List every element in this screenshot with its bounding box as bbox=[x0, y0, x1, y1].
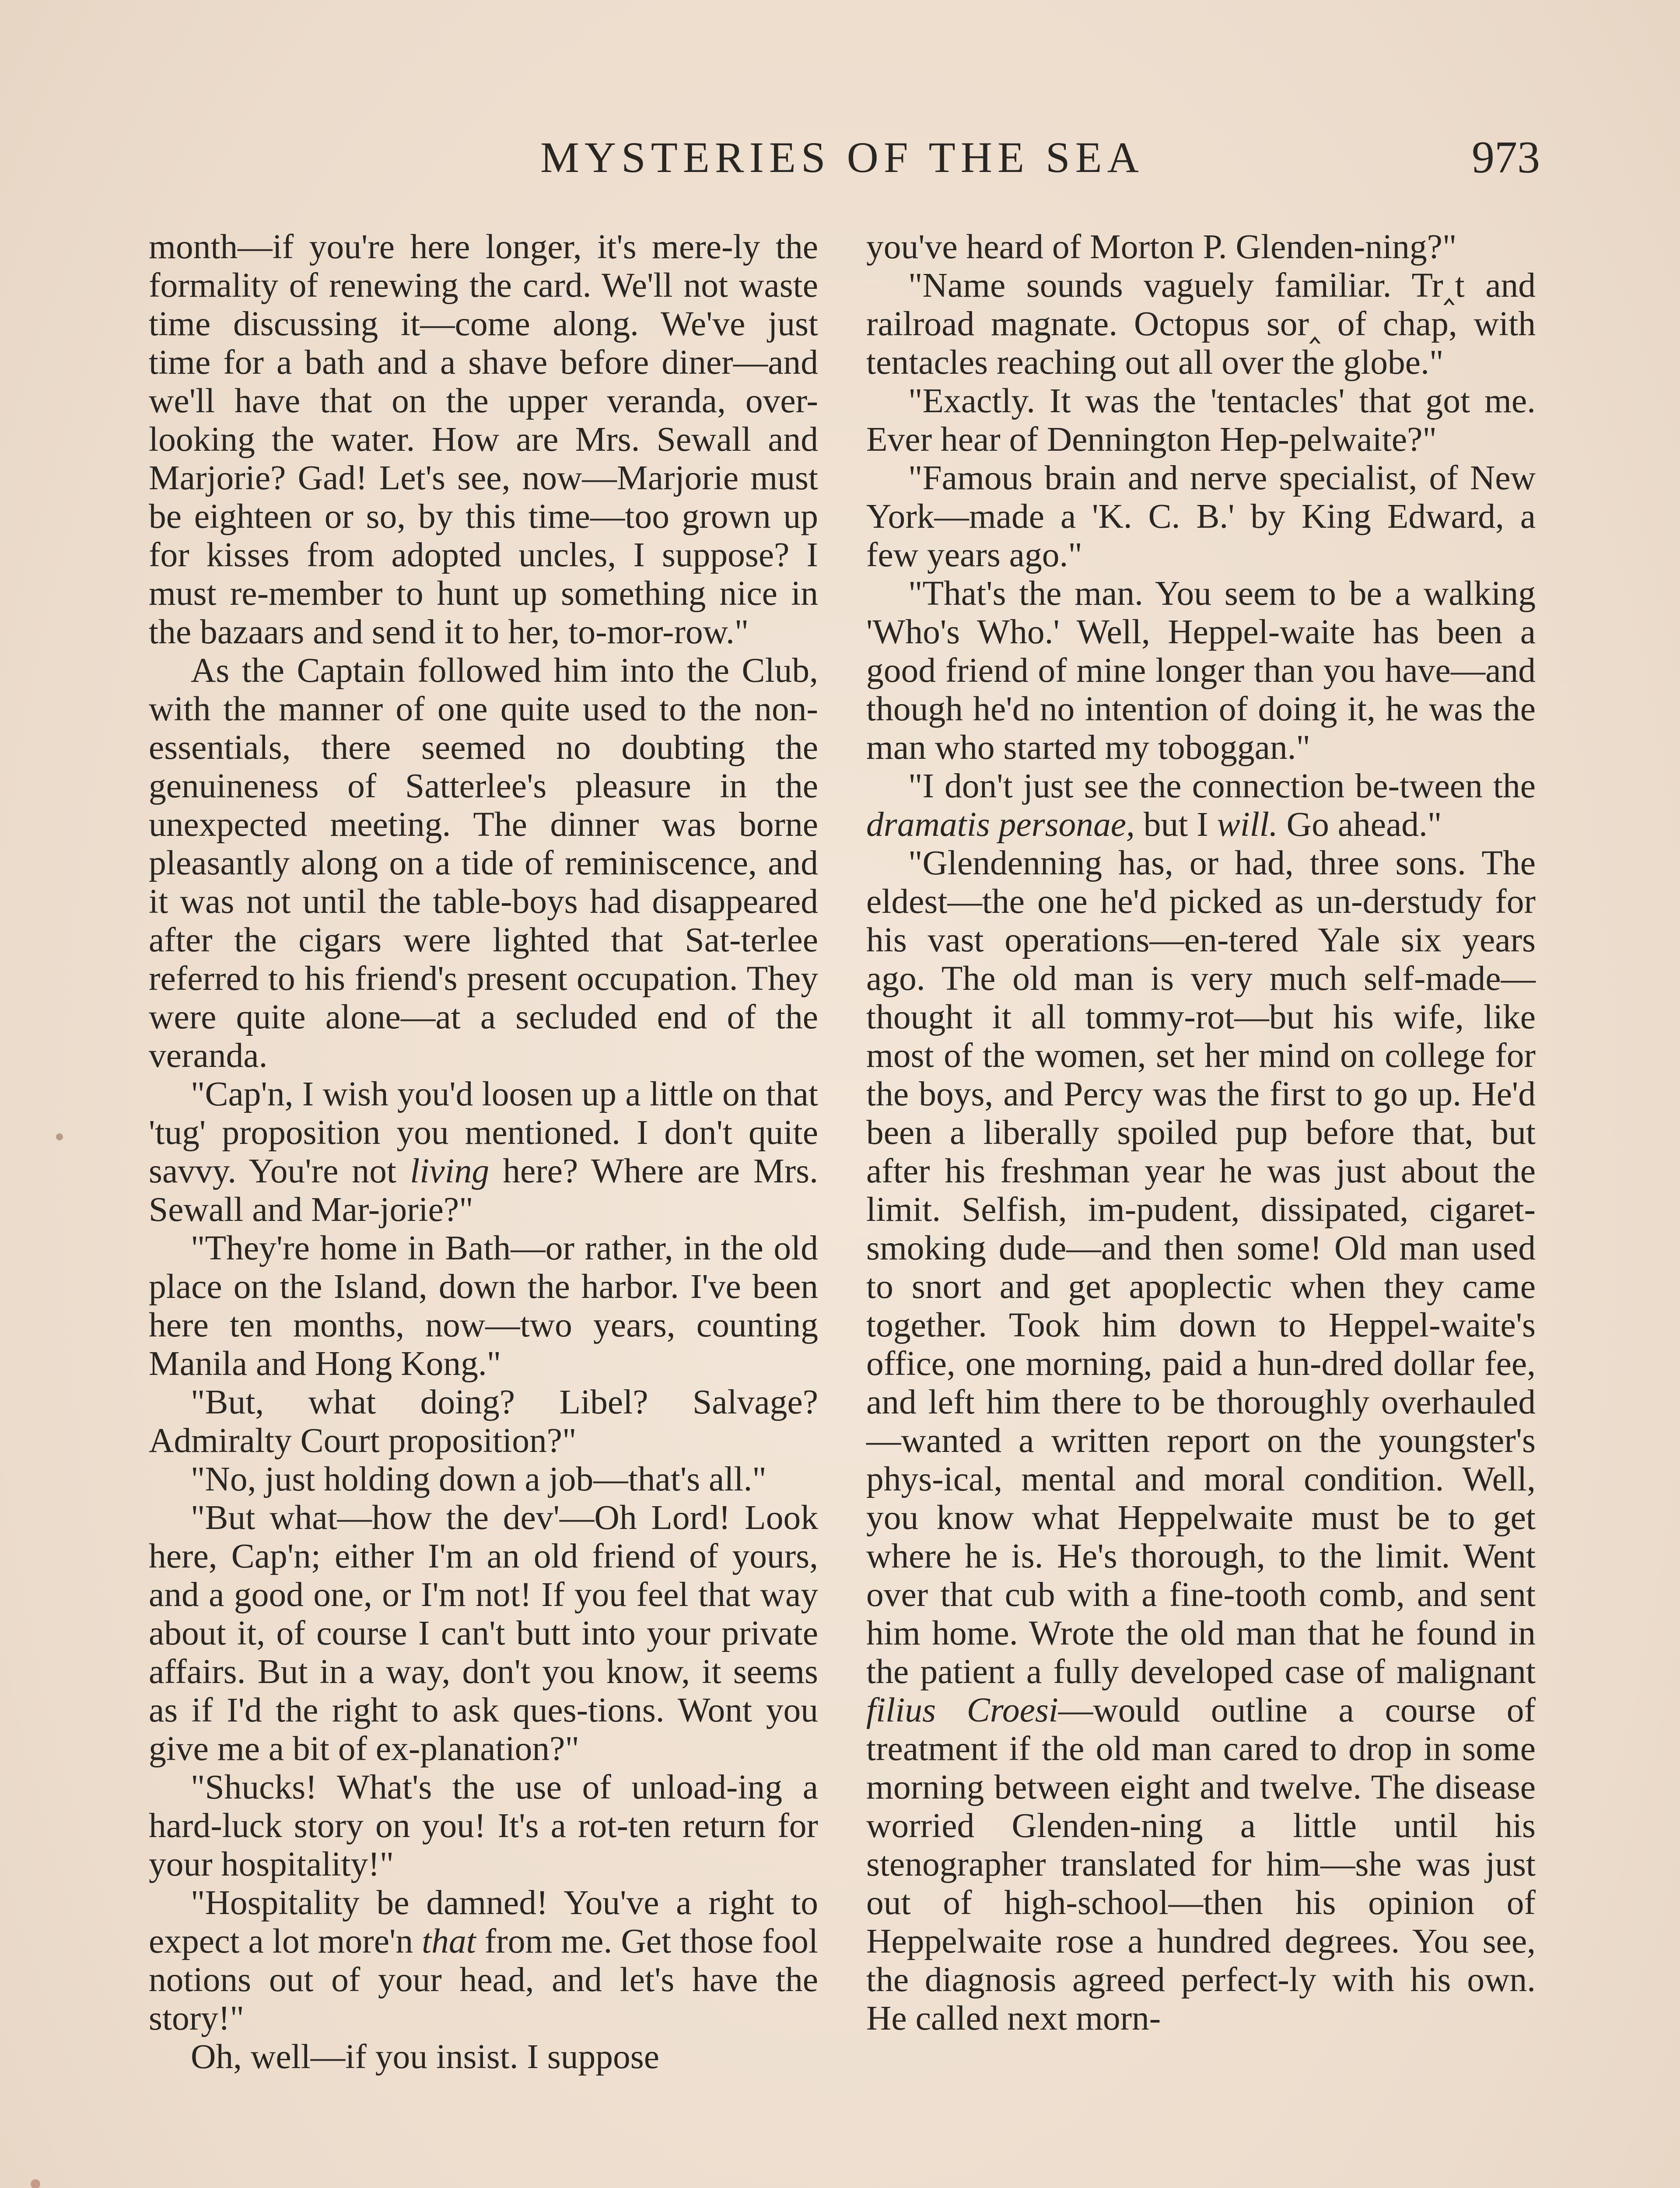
text-run: Oh, well—if you insist. I suppose bbox=[191, 2037, 659, 2076]
paragraph bbox=[866, 228, 1536, 266]
paragraph bbox=[866, 382, 1536, 459]
paragraph bbox=[866, 266, 1536, 382]
text-run: "I don't just see the connection be-tween the bbox=[908, 767, 1536, 805]
paragraph bbox=[149, 1883, 818, 2037]
paragraph bbox=[149, 1498, 818, 1768]
text-run: —would outline a course of treatment if the old man cared to drop in some morning between eight and twelve. The disease worried Glenden-ning a little until his stenographer translated for him—she was just out of high-school—then his opinion of Heppelwaite rose a hundred degrees. You see, the diagnosis agreed perfect-ly with his own. He called next morn- bbox=[866, 1691, 1536, 2037]
text-run: "Shucks! What's the use of unload-ing a hard-luck story on you! It's a rot-ten return for your hospitality!" bbox=[149, 1768, 818, 1883]
text-run: "Hospitality be damned! You've a right to expect a lot more'n bbox=[149, 1883, 818, 1960]
running-head bbox=[144, 131, 1540, 184]
text-run: "Famous brain and nerve specialist, of New York—made a 'K. C. B.' by King Edward, a few years ago." bbox=[866, 459, 1536, 574]
text-run: you've heard of Morton P. Glenden-ning?" bbox=[866, 228, 1457, 266]
right-text-column bbox=[866, 228, 1536, 2188]
text-run: month—if you're here longer, it's mere-ly the formality of renewing the card. We'll not waste time discussing it—come along. We've just time for a bath and a shave before diner—and we'll have that on the upper veranda, over-looking the water. How are Mrs. Sewall and Marjorie? Gad! Let's see, now—Marjorie must be eighteen or so, by this time—too grown up for kisses from adopted uncles, I suppose? I must re-member to hunt up something nice in the bazaars and send it to her, to-mor-row." bbox=[149, 228, 818, 651]
paragraph bbox=[149, 1460, 818, 1498]
text-run: from me. Get those fool notions out of your head, and let's have the story!" bbox=[149, 1922, 818, 2037]
italic-text: filius Croesi bbox=[866, 1691, 1058, 1729]
italic-text: that bbox=[422, 1922, 476, 1960]
paragraph bbox=[866, 844, 1536, 2037]
text-run: "Cap'n, I wish you'd loosen up a little on that 'tug' proposition you mentioned. I don't quite savvy. You're not bbox=[149, 1075, 818, 1190]
paragraph bbox=[149, 228, 818, 651]
text-run: "Name sounds vaguely familiar. Tr⁠‸t and railroad magnate. Octopus sor⁠‸ of chap, with tentacles reaching out all over the globe." bbox=[866, 266, 1536, 382]
text-run: "That's the man. You seem to be a walking 'Who's Who.' Well, Heppel-waite has been a good friend of mine longer than you have—and though he'd no intention of doing it, he was the man who started my toboggan." bbox=[866, 574, 1536, 767]
text-run: "But, what doing? Libel? Salvage? Admiralty Court proposition?" bbox=[149, 1383, 818, 1460]
page-number: 973 bbox=[1472, 132, 1540, 182]
paragraph bbox=[149, 2037, 818, 2076]
italic-text: living bbox=[410, 1152, 490, 1190]
paragraph bbox=[149, 1075, 818, 1229]
text-run: As the Captain followed him into the Club, with the manner of one quite used to the non-essentials, there seemed no doubting the genuineness of Satterlee's pleasure in the unexpected meeting. The dinner was borne pleasantly along on a tide of reminiscence, and it was not until the table-boys had disappeared after the cigars were lighted that Sat-terlee referred to his friend's present occupation. They were quite alone—at a secluded end of the veranda. bbox=[149, 651, 818, 1075]
text-run: "No, just holding down a job—that's all." bbox=[191, 1460, 766, 1498]
text-run: but I bbox=[1134, 805, 1217, 844]
text-run: "But what—how the dev'—Oh Lord! Look here, Cap'n; either I'm an old friend of yours, and a good one, or I'm not! If you feel that way about it, of course I can't butt into your private affairs. But in a way, don't you know, it seems as if I'd the right to ask ques-tions. Wont you give me a bit of ex-planation?" bbox=[149, 1498, 818, 1768]
left-text-column bbox=[149, 228, 818, 2188]
text-run: "Glendenning has, or had, three sons. The eldest—the one he'd picked as un-derstudy for his vast operations—en-tered Yale six years ago. The old man is very much self-made—thought it all tommy-rot—but his wife, like most of the women, set her mind on college for the boys, and Percy was the first to go up. He'd been a liberally spoiled pup before that, but after his freshman year he was just about the limit. Selfish, im-pudent, dissipated, cigaret-smoking dude—and then some! Old man used to snort and get apoplectic when they came together. Took him down to Heppel-waite's office, one morning, paid a hun-dred dollar fee, and left him there to be thoroughly overhauled—wanted a written report on the youngster's phys-ical, mental and moral condition. Well, you know what Heppelwaite must be to get where he is. He's thorough, to the limit. Went over that cub with a fine-tooth comb, and sent him home. Wrote the old man that he found in the patient a fully developed case of malignant bbox=[866, 844, 1536, 1691]
paragraph bbox=[149, 1768, 818, 1883]
paragraph bbox=[149, 1383, 818, 1460]
text-run: "Exactly. It was the 'tentacles' that got me. Ever hear of Dennington Hep-pelwaite?" bbox=[866, 382, 1536, 459]
italic-text: will. bbox=[1217, 805, 1278, 844]
text-run: Go ahead." bbox=[1278, 805, 1442, 844]
running-title: MYSTERIES OF THE SEA bbox=[540, 133, 1144, 182]
paragraph bbox=[149, 651, 818, 1075]
paragraph bbox=[866, 459, 1536, 574]
paper-speck bbox=[31, 2179, 40, 2188]
paper-speck bbox=[56, 1133, 63, 1140]
paragraph bbox=[866, 574, 1536, 767]
italic-text: dramatis personae, bbox=[866, 805, 1135, 844]
paragraph bbox=[866, 767, 1536, 844]
paragraph bbox=[149, 1229, 818, 1383]
text-run: here? Where are Mrs. Sewall and Mar-jorie?" bbox=[149, 1152, 818, 1229]
text-run: "They're home in Bath—or rather, in the old place on the Island, down the harbor. I've been here ten months, now—two years, counting Manila and Hong Kong." bbox=[149, 1229, 818, 1383]
